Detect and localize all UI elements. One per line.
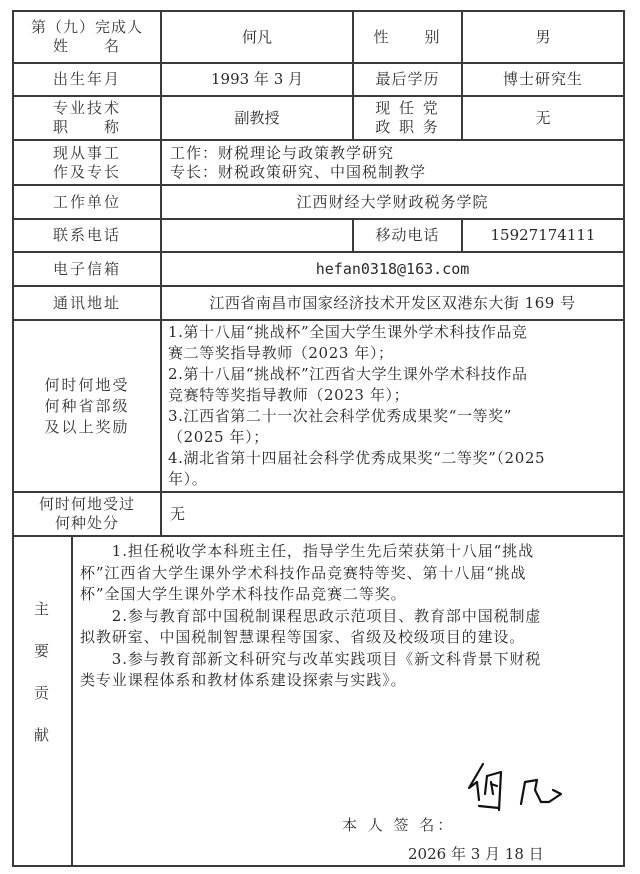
address-value: 江西省南昌市国家经济技术开发区双港东大街 169 号 [209, 293, 576, 312]
penalty-value: 无 [170, 504, 186, 523]
contrib-line: 2.参与教育部中国税制课程思政示范项目、教育部中国税制虚 [80, 606, 542, 625]
email-label: 电子信箱 [52, 259, 121, 278]
title-value: 副教授 [234, 108, 280, 127]
party-position-value: 无 [535, 108, 551, 127]
mobile-label: 移动电话 [375, 226, 440, 244]
contrib-label-char: 献 [33, 726, 51, 744]
awards-line: 1.第十八届“挑战杯”全国大学生课外学术科技作品竞 [168, 323, 528, 341]
contrib-line: 3.参与教育部新文科研究与改革实践项目《新文科背景下财税 [80, 649, 542, 668]
birth-value: 1993 年 3 月 [210, 70, 304, 88]
awards-line: （2025 年）； [168, 428, 269, 446]
gender-value: 男 [535, 27, 551, 46]
awards-line: 3.江西省第二十一次社会科学优秀成果奖“一等奖” [168, 407, 513, 425]
unit-label: 工作单位 [52, 192, 121, 211]
signature-image [465, 760, 575, 820]
party-position-label [354, 97, 461, 139]
signature-date: 2026 年 3 月 18 日 [408, 845, 544, 863]
work-label-line2: 作及专长 [52, 162, 121, 181]
penalty-label-line1: 何时何地受过 [38, 495, 135, 513]
col-divider [71, 535, 73, 867]
awards-line: 竞赛特等奖指导教师（2023 年）； [168, 386, 410, 404]
title-label-line1: 专业技术 [52, 99, 121, 117]
awards-label-line3: 及以上奖励 [44, 417, 130, 436]
contrib-label-char: 要 [33, 642, 51, 660]
penalty-label-line2: 何种处分 [54, 514, 119, 532]
contrib-line: 类专业课程体系和教材体系建设探索与实践》。 [80, 671, 407, 689]
title-label [14, 97, 160, 139]
party-position-label-line2: 政 职 务 [375, 118, 440, 136]
table-border-right [623, 10, 625, 867]
name-value: 何凡 [241, 27, 272, 46]
email-value: hefan0318@163.com [315, 259, 470, 278]
table-border-bottom [12, 865, 625, 867]
work-label-line1: 现从事工 [52, 143, 121, 162]
work-label [14, 141, 160, 184]
awards-line: 4.湖北省第十四届社会科学优秀成果奖“二等奖”（2025 [168, 449, 546, 467]
contrib-line: 1.担任税收学本科班主任，指导学生先后荣获第十八届“挑战 [80, 542, 534, 560]
phone-label: 联系电话 [52, 226, 121, 244]
contrib-label [14, 600, 71, 790]
phone-value [162, 220, 352, 251]
penalty-label [14, 493, 160, 535]
awards-line: 赛二等奖指导教师（2023 年）； [168, 344, 394, 362]
name-label-line1: 第（九）完成人 [30, 18, 143, 36]
contrib-line: 杯”全国大学生课外学术科技作品竞赛二等奖。 [80, 585, 407, 603]
education-value: 博士研究生 [502, 70, 583, 88]
work-value [170, 141, 620, 184]
name-label-line2: 姓 名 [52, 37, 121, 55]
awards-list [168, 322, 622, 490]
work-value-line2: 专长：财税政策研究、中国税制教学 [170, 162, 427, 181]
contrib-line: 拟教研室、中国税制智慧课程等国家、省级及校级项目的建设。 [80, 628, 526, 646]
awards-label-line2: 何种省部级 [44, 396, 130, 415]
handwritten-signature-icon [465, 760, 575, 820]
work-value-line1: 工作：财税理论与政策教学研究 [170, 143, 395, 162]
signature-label: 本 人 签 名： [342, 816, 456, 834]
name-label [14, 12, 160, 62]
row-divider [12, 535, 625, 537]
mobile-value: 15927174111 [490, 226, 596, 244]
contrib-text [80, 541, 622, 692]
title-label-line2: 职 称 [52, 118, 121, 136]
awards-label [14, 321, 160, 491]
awards-line: 2.第十八届“挑战杯”江西省大学生课外学术科技作品 [168, 365, 528, 383]
contrib-line: 杯”江西省大学生课外学术科技作品竞赛特等奖、第十八届“挑战 [80, 563, 527, 582]
address-label: 通讯地址 [52, 293, 121, 312]
birth-label: 出生年月 [52, 70, 121, 88]
gender-label: 性 别 [373, 27, 442, 46]
contrib-label-char: 主 [33, 600, 51, 618]
unit-value: 江西财经大学财政税务学院 [296, 192, 489, 211]
contrib-label-char: 贡 [33, 684, 51, 702]
party-position-label-line1: 现 任 党 [375, 99, 440, 117]
awards-line: 年）。 [168, 470, 208, 488]
awards-label-line1: 何时何地受 [44, 375, 130, 394]
education-label: 最后学历 [375, 70, 440, 88]
